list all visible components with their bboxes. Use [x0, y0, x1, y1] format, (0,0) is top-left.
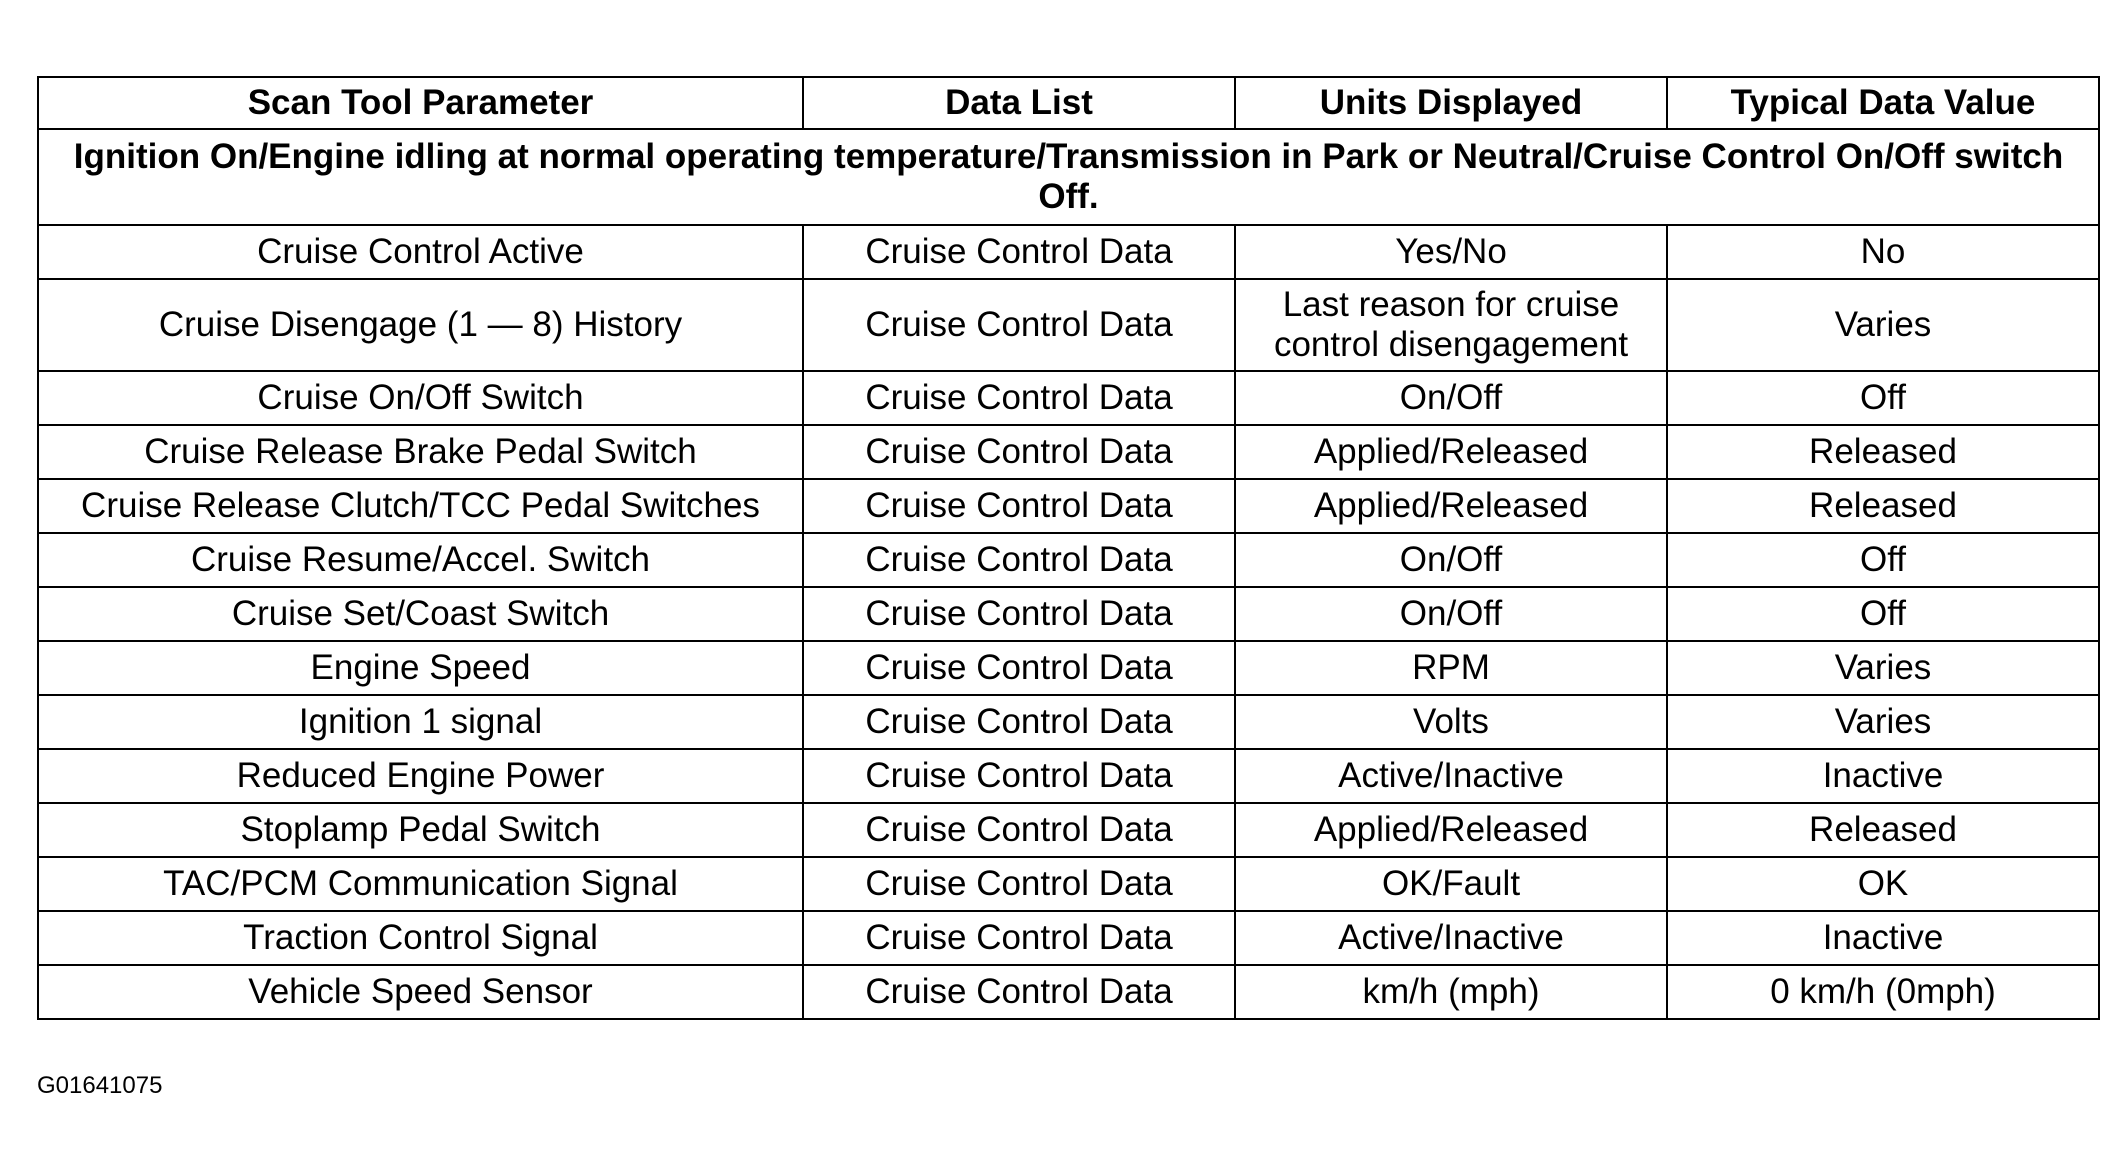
- typical-value-cell: Released: [1667, 479, 2099, 533]
- typical-value-cell: No: [1667, 225, 2099, 279]
- data-list-cell: Cruise Control Data: [803, 479, 1235, 533]
- parameter-cell: Ignition 1 signal: [38, 695, 803, 749]
- data-list-cell: Cruise Control Data: [803, 857, 1235, 911]
- parameter-cell: Cruise On/Off Switch: [38, 371, 803, 425]
- data-list-cell: Cruise Control Data: [803, 279, 1235, 371]
- parameter-cell: Cruise Set/Coast Switch: [38, 587, 803, 641]
- parameter-cell: Vehicle Speed Sensor: [38, 965, 803, 1019]
- units-cell: Last reason for cruise control disengagement: [1235, 279, 1667, 371]
- table-row: [38, 965, 2099, 1019]
- parameter-cell: Cruise Control Active: [38, 225, 803, 279]
- table-row: [38, 225, 2099, 279]
- parameter-cell: Cruise Disengage (1 — 8) History: [38, 279, 803, 371]
- units-cell: OK/Fault: [1235, 857, 1667, 911]
- data-list-cell: Cruise Control Data: [803, 425, 1235, 479]
- units-cell: On/Off: [1235, 371, 1667, 425]
- data-list-cell: Cruise Control Data: [803, 587, 1235, 641]
- units-cell: Volts: [1235, 695, 1667, 749]
- units-cell: Active/Inactive: [1235, 911, 1667, 965]
- typical-value-cell: Inactive: [1667, 749, 2099, 803]
- table-row: [38, 857, 2099, 911]
- table-row: [38, 279, 2099, 371]
- data-table: [37, 76, 2100, 1020]
- table-row: [38, 911, 2099, 965]
- typical-value-cell: OK: [1667, 857, 2099, 911]
- typical-value-cell: Varies: [1667, 279, 2099, 371]
- units-cell: On/Off: [1235, 533, 1667, 587]
- table-row: [38, 533, 2099, 587]
- table-row: [38, 371, 2099, 425]
- parameter-cell: Cruise Release Clutch/TCC Pedal Switches: [38, 479, 803, 533]
- table-row: [38, 479, 2099, 533]
- figure-id: G01641075: [37, 1072, 163, 1099]
- parameter-cell: Traction Control Signal: [38, 911, 803, 965]
- parameter-cell: Cruise Release Brake Pedal Switch: [38, 425, 803, 479]
- units-cell: On/Off: [1235, 587, 1667, 641]
- header-row: [38, 77, 2099, 129]
- data-list-cell: Cruise Control Data: [803, 911, 1235, 965]
- data-list-cell: Cruise Control Data: [803, 803, 1235, 857]
- units-cell: km/h (mph): [1235, 965, 1667, 1019]
- table-row: [38, 695, 2099, 749]
- units-cell: Active/Inactive: [1235, 749, 1667, 803]
- typical-value-cell: Inactive: [1667, 911, 2099, 965]
- parameter-cell: Reduced Engine Power: [38, 749, 803, 803]
- table-row: [38, 425, 2099, 479]
- typical-value-cell: Off: [1667, 587, 2099, 641]
- test-condition: Ignition On/Engine idling at normal operating temperature/Transmission in Park or Neutral/Cruise Control On/Off switch Off.: [38, 129, 2099, 225]
- parameter-cell: Cruise Resume/Accel. Switch: [38, 533, 803, 587]
- table-row: [38, 641, 2099, 695]
- typical-value-cell: Released: [1667, 803, 2099, 857]
- units-cell: RPM: [1235, 641, 1667, 695]
- data-list-cell: Cruise Control Data: [803, 371, 1235, 425]
- parameter-cell: TAC/PCM Communication Signal: [38, 857, 803, 911]
- parameter-cell: Stoplamp Pedal Switch: [38, 803, 803, 857]
- table-row: [38, 587, 2099, 641]
- data-list-cell: Cruise Control Data: [803, 225, 1235, 279]
- table-row: [38, 749, 2099, 803]
- units-cell: Applied/Released: [1235, 425, 1667, 479]
- data-list-cell: Cruise Control Data: [803, 641, 1235, 695]
- header-data-list: Data List: [803, 77, 1235, 129]
- header-scan-tool-parameter: Scan Tool Parameter: [38, 77, 803, 129]
- typical-value-cell: 0 km/h (0mph): [1667, 965, 2099, 1019]
- typical-value-cell: Off: [1667, 533, 2099, 587]
- data-list-cell: Cruise Control Data: [803, 965, 1235, 1019]
- condition-row: [38, 129, 2099, 225]
- typical-value-cell: Off: [1667, 371, 2099, 425]
- typical-value-cell: Varies: [1667, 695, 2099, 749]
- units-cell: Applied/Released: [1235, 479, 1667, 533]
- header-units-displayed: Units Displayed: [1235, 77, 1667, 129]
- data-list-cell: Cruise Control Data: [803, 533, 1235, 587]
- typical-value-cell: Varies: [1667, 641, 2099, 695]
- data-list-cell: Cruise Control Data: [803, 749, 1235, 803]
- data-list-cell: Cruise Control Data: [803, 695, 1235, 749]
- table-row: [38, 803, 2099, 857]
- typical-value-cell: Released: [1667, 425, 2099, 479]
- header-typical-data-value: Typical Data Value: [1667, 77, 2099, 129]
- units-cell: Applied/Released: [1235, 803, 1667, 857]
- parameter-cell: Engine Speed: [38, 641, 803, 695]
- units-cell: Yes/No: [1235, 225, 1667, 279]
